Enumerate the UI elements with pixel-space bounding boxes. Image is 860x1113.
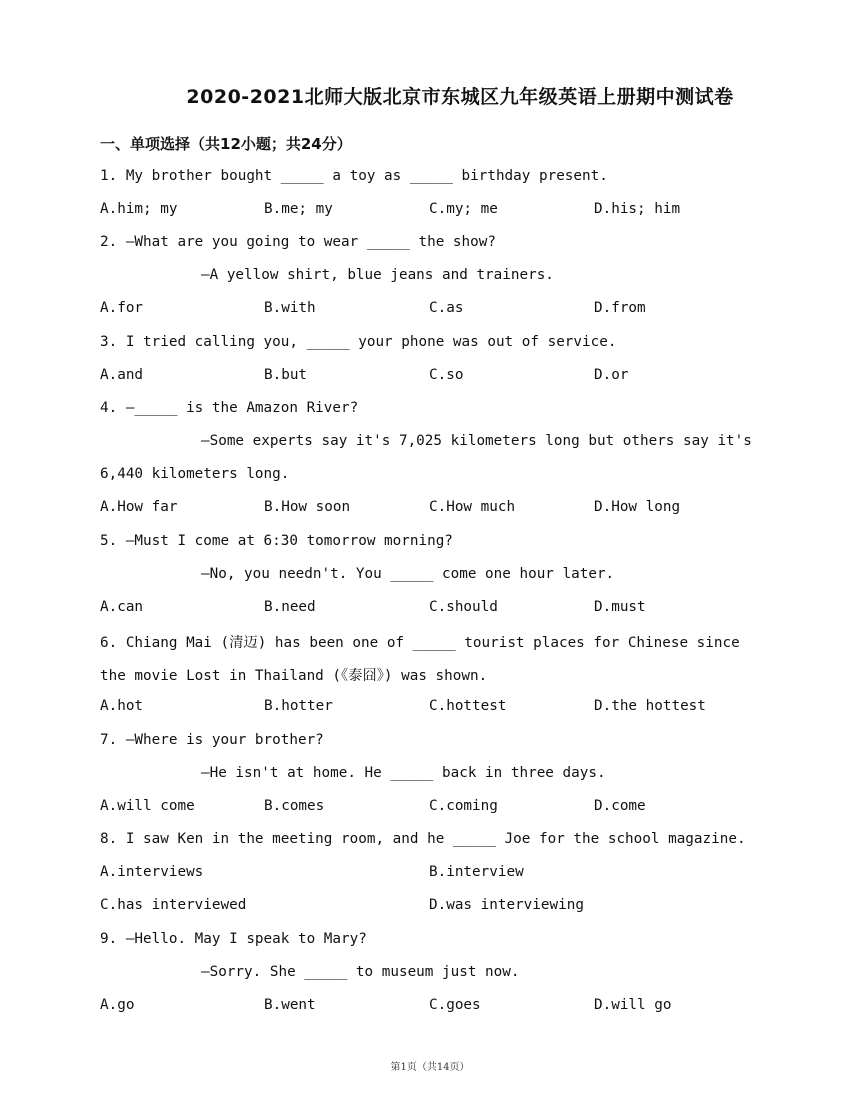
question-6-stem: 6. Chiang Mai (清迈) has been one of _____ tourist places for Chinese since [100,635,740,651]
question-3-stem: 3. I tried calling you, _____ your phone was out of service. [100,334,617,350]
question-8-option-b: B.interview [429,864,524,880]
question-4-option-b: B.How soon [264,499,351,515]
question-9-option-c: C.goes [429,997,481,1013]
question-2-option-c: C.as [429,300,464,316]
question-4-stem: 4. —_____ is the Amazon River? [100,400,359,416]
question-5-stem: 5. —Must I come at 6:30 tomorrow morning? [100,533,453,549]
question-7-stem: 7. —Where is your brother? [100,732,324,748]
section-heading: 一、单项选择（共12小题；共24分） [100,135,352,153]
question-5-reply: —No, you needn't. You _____ come one hour later. [201,566,615,582]
question-9-reply: —Sorry. She _____ to museum just now. [201,964,520,980]
page-footer: 第1页（共14页） [390,1062,470,1073]
question-7-option-b: B.comes [264,798,325,814]
question-6-option-a: A.hot [100,698,144,714]
question-9-stem: 9. —Hello. May I speak to Mary? [100,931,367,947]
question-8-option-d: D.was interviewing [429,897,584,913]
question-6-continuation: the movie Lost in Thailand (《泰囧》) was shown. [100,668,488,684]
question-4-option-d: D.How long [594,499,681,515]
question-4-option-c: C.How much [429,499,516,515]
question-2-option-d: D.from [594,300,646,316]
question-1-stem: 1. My brother bought _____ a toy as _____ birthday present. [100,168,608,184]
question-1-option-b: B.me; my [264,201,333,217]
question-6-option-b: B.hotter [264,698,333,714]
question-3-option-b: B.but [264,367,308,383]
question-8-stem: 8. I saw Ken in the meeting room, and he _____ Joe for the school magazine. [100,831,746,847]
question-7-option-d: D.come [594,798,646,814]
question-9-option-b: B.went [264,997,316,1013]
question-1-option-c: C.my; me [429,201,498,217]
question-1-option-a: A.him; my [100,201,178,217]
question-5-option-a: A.can [100,599,144,615]
question-3-option-c: C.so [429,367,464,383]
question-5-option-d: D.must [594,599,646,615]
question-7-option-c: C.coming [429,798,498,814]
question-2-stem: 2. —What are you going to wear _____ the show? [100,234,496,250]
question-3-option-a: A.and [100,367,144,383]
question-5-option-b: B.need [264,599,316,615]
question-7-option-a: A.will come [100,798,195,814]
question-7-reply: —He isn't at home. He _____ back in three days. [201,765,606,781]
page-title: 2020-2021北师大版北京市东城区九年级英语上册期中测试卷 [186,86,734,108]
question-6-option-c: C.hottest [429,698,507,714]
question-4-reply: —Some experts say it's 7,025 kilometers long but others say it's [201,433,752,449]
question-5-option-c: C.should [429,599,498,615]
question-8-option-c: C.has interviewed [100,897,247,913]
question-4-option-a: A.How far [100,499,178,515]
question-2-reply: —A yellow shirt, blue jeans and trainers. [201,267,554,283]
question-9-option-d: D.will go [594,997,672,1013]
question-4-continuation: 6,440 kilometers long. [100,466,290,482]
question-6-option-d: D.the hottest [594,698,706,714]
question-8-option-a: A.interviews [100,864,204,880]
question-3-option-d: D.or [594,367,629,383]
question-1-option-d: D.his; him [594,201,681,217]
question-2-option-b: B.with [264,300,316,316]
question-9-option-a: A.go [100,997,135,1013]
question-2-option-a: A.for [100,300,144,316]
